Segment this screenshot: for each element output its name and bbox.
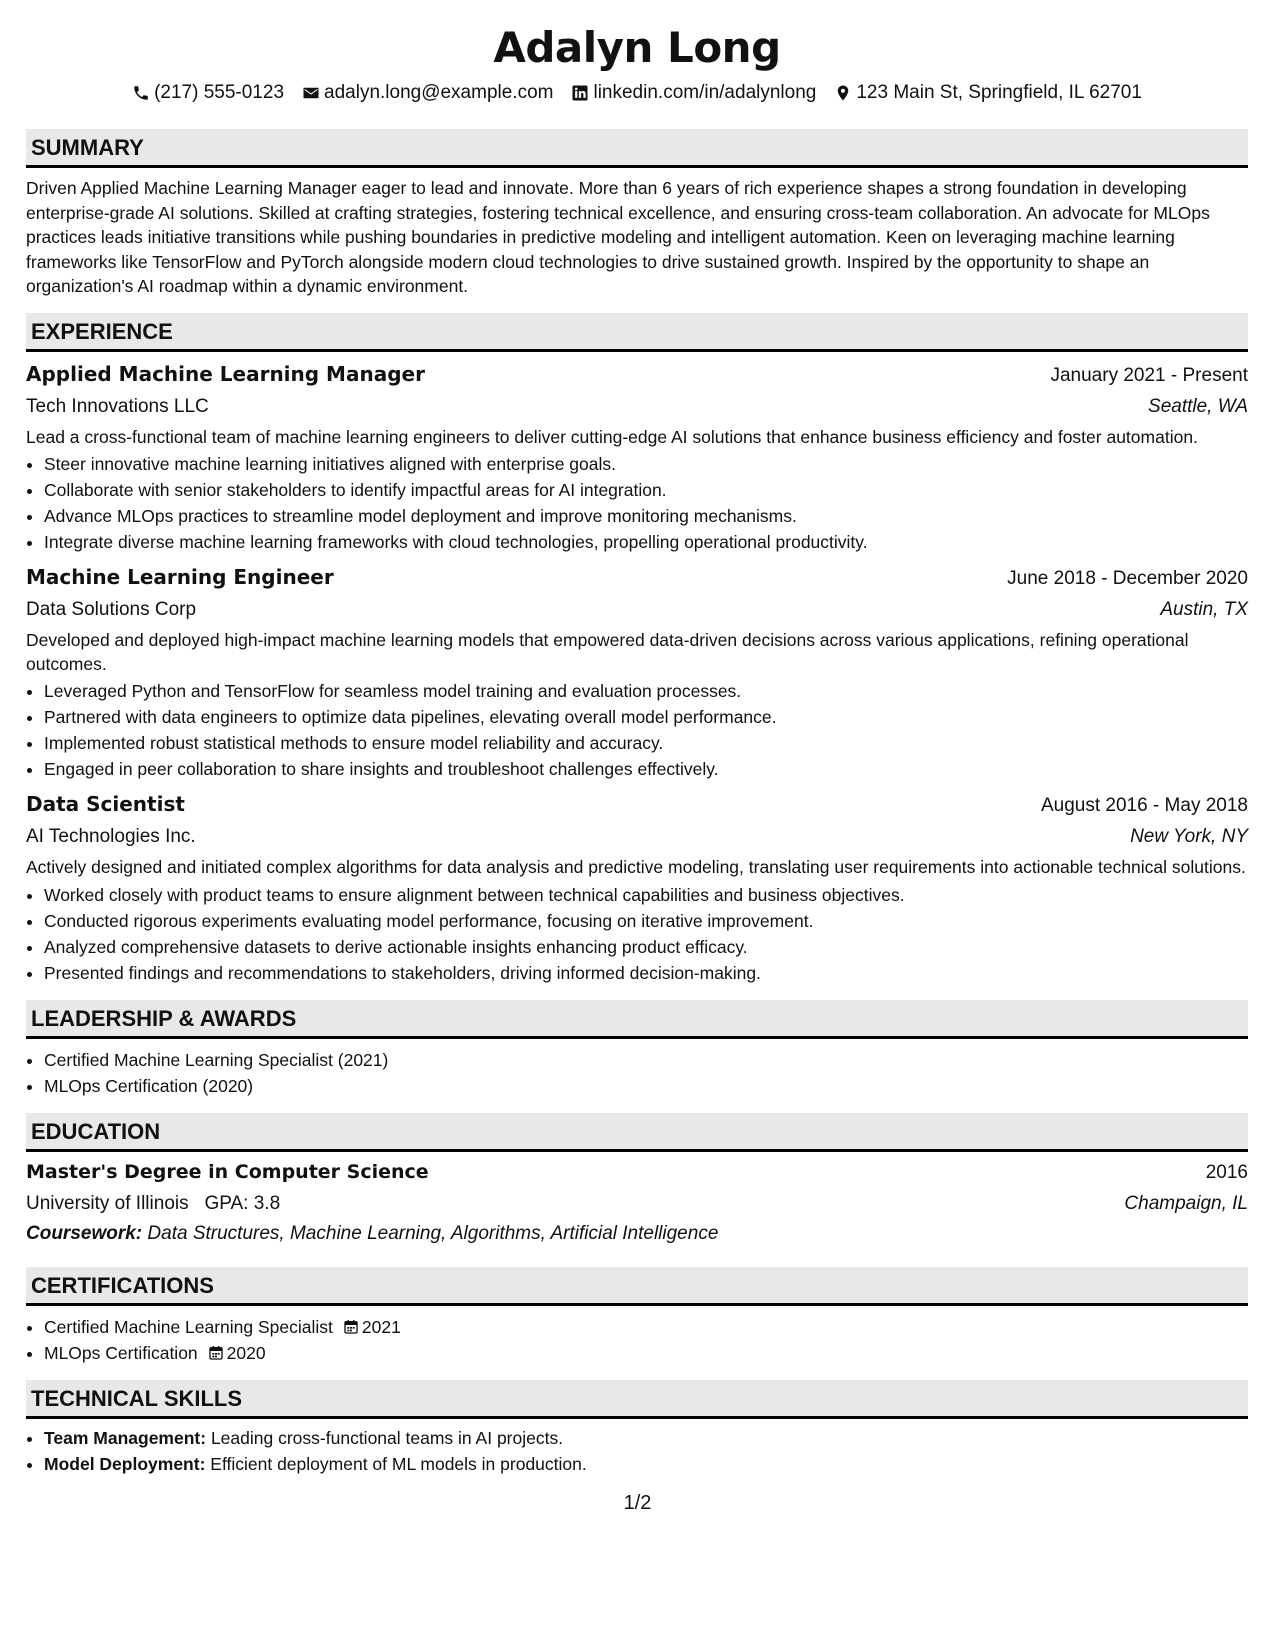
job-location: Austin, TX [1160,599,1248,620]
map-pin-icon [834,84,852,102]
job-description: Actively designed and initiated complex algorithms for data analysis and predictive modeling, translating user requirements into actionable technical solutions. [26,857,1246,877]
envelope-icon [302,84,320,102]
certification-name: Certified Machine Learning Specialist [44,1316,333,1337]
section-heading-education: EDUCATION [26,1113,1248,1152]
list-item: • Certified Machine Learning Specialist (2021) [44,1047,1248,1073]
certification-year: 2021 [361,1316,401,1337]
education-year: 2016 [1205,1161,1248,1183]
candidate-name: Adalyn Long [493,23,781,72]
list-item: • Worked closely with product teams to ensure alignment between technical capabilities and business objectives. [44,882,1248,908]
section-heading-experience: EXPERIENCE [26,313,1248,352]
resume-page [26,0,1248,1477]
list-item: • Partnered with data engineers to optimize data pipelines, elevating overall model performance. [44,704,1248,730]
skill-text: Efficient deployment of ML models in production. [210,1453,587,1474]
list-item: • Engaged in peer collaboration to share insights and troubleshoot challenges effectively. [44,756,1248,782]
coursework [26,1219,1248,1249]
list-item [44,1451,1248,1477]
leadership-list [26,1047,1248,1099]
job-description: Developed and deployed high-impact machine learning models that empowered data-driven decisions across various applications, refining operational outcomes. [26,630,1189,674]
calendar-icon [208,1345,224,1361]
job-entry [26,561,1248,782]
job-company: Data Solutions Corp [26,599,197,620]
degree-title: Master's Degree in Computer Science [26,1160,429,1183]
job-company: Tech Innovations LLC [26,395,209,417]
job-company: AI Technologies Inc. [26,826,196,847]
education-location: Champaign, IL [1124,1192,1248,1214]
contact-bar [26,80,1248,106]
job-title: Machine Learning Engineer [26,565,334,589]
list-item: • Steer innovative machine learning initiatives aligned with enterprise goals. [44,451,1248,477]
certification-name: MLOps Certification [44,1342,198,1363]
list-item [44,1314,1248,1340]
list-item [44,1340,1248,1366]
coursework-list: Data Structures, Machine Learning, Algorithms, Artificial Intelligence [147,1222,719,1244]
phone-text: (217) 555-0123 [154,82,285,103]
job-title: Data Scientist [26,792,185,816]
summary-text: Driven Applied Machine Learning Manager eager to lead and innovate. More than 6 years of rich experience shapes a strong foundation in developing enterprise-grade AI solutions. Skilled at crafting strategies, fostering technical excellence, and ensuring cross-team collaboration. An advocate for MLOps practices leads initiative transitions while pushing boundaries in predictive modeling and intelligent automation. Keen on leveraging machine learning frameworks like TensorFlow and PyTorch alongside modern cloud technologies to drive sustained growth. Inspired by the opportunity to shape an organization's AI roadmap within a dynamic environment. [26,178,1210,296]
skill-text: Leading cross-functional teams in AI projects. [210,1427,564,1448]
list-item: • Analyzed comprehensive datasets to derive actionable insights enhancing product efficacy. [44,934,1248,960]
email-link[interactable]: adalyn.long@example.com [324,82,554,103]
phone-icon [132,84,150,102]
certifications-list [26,1314,1248,1366]
list-item: • Leveraged Python and TensorFlow for seamless model training and evaluation processes. [44,678,1248,704]
list-item: • Advance MLOps practices to streamline model deployment and improve monitoring mechanisms. [44,503,1248,529]
linkedin-link[interactable]: linkedin.com/in/adalynlong [593,82,817,103]
calendar-icon [343,1319,359,1335]
job-dates: August 2016 - May 2018 [1040,795,1248,816]
list-item: • Presented findings and recommendations to stakeholders, driving informed decision-making. [44,960,1248,986]
list-item: • Collaborate with senior stakeholders to identify impactful areas for AI integration. [44,477,1248,503]
list-item: • Implemented robust statistical methods to ensure model reliability and accuracy. [44,730,1248,756]
job-bullets [26,678,1248,782]
list-item: • Conducted rigorous experiments evaluating model performance, focusing on iterative improvement. [44,908,1248,934]
job-dates: January 2021 - Present [1050,364,1248,386]
section-heading-leadership: LEADERSHIP & AWARDS [26,1000,1248,1039]
list-item [44,1425,1248,1451]
contact-linkedin[interactable] [571,82,816,104]
section-heading-skills: TECHNICAL SKILLS [26,1380,1248,1419]
school-name: University of Illinois [26,1192,189,1214]
address-text: 123 Main St, Springfield, IL 62701 [856,82,1142,103]
linkedin-icon [571,84,589,102]
job-bullets [26,882,1248,986]
page-number: 1/2 [623,1492,652,1514]
skill-label: Model Deployment: [44,1453,206,1474]
gpa: GPA: 3.8 [204,1192,281,1214]
job-entry [26,358,1248,556]
job-entry [26,788,1248,986]
list-item: • MLOps Certification (2020) [44,1073,1248,1099]
skills-list [26,1425,1248,1477]
job-location: New York, NY [1130,826,1248,847]
contact-address [834,82,1142,104]
job-location: Seattle, WA [1148,395,1248,417]
section-heading-summary: SUMMARY [26,129,1248,168]
contact-phone [132,82,284,104]
school-line [26,1189,280,1219]
job-bullets [26,451,1248,555]
job-dates: June 2018 - December 2020 [1007,568,1248,589]
education-entry [26,1156,1248,1249]
job-description: Lead a cross-functional team of machine learning engineers to deliver cutting-edge AI solutions that enhance business efficiency and foster automation. [26,426,1198,447]
section-heading-certifications: CERTIFICATIONS [26,1267,1248,1306]
certification-year: 2020 [226,1342,266,1363]
contact-email[interactable] [302,82,553,104]
list-item: • Integrate diverse machine learning frameworks with cloud technologies, propelling operational productivity. [44,529,1248,555]
skill-label: Team Management: [44,1427,207,1448]
coursework-label: Coursework: [26,1222,143,1244]
job-title: Applied Machine Learning Manager [26,361,425,386]
